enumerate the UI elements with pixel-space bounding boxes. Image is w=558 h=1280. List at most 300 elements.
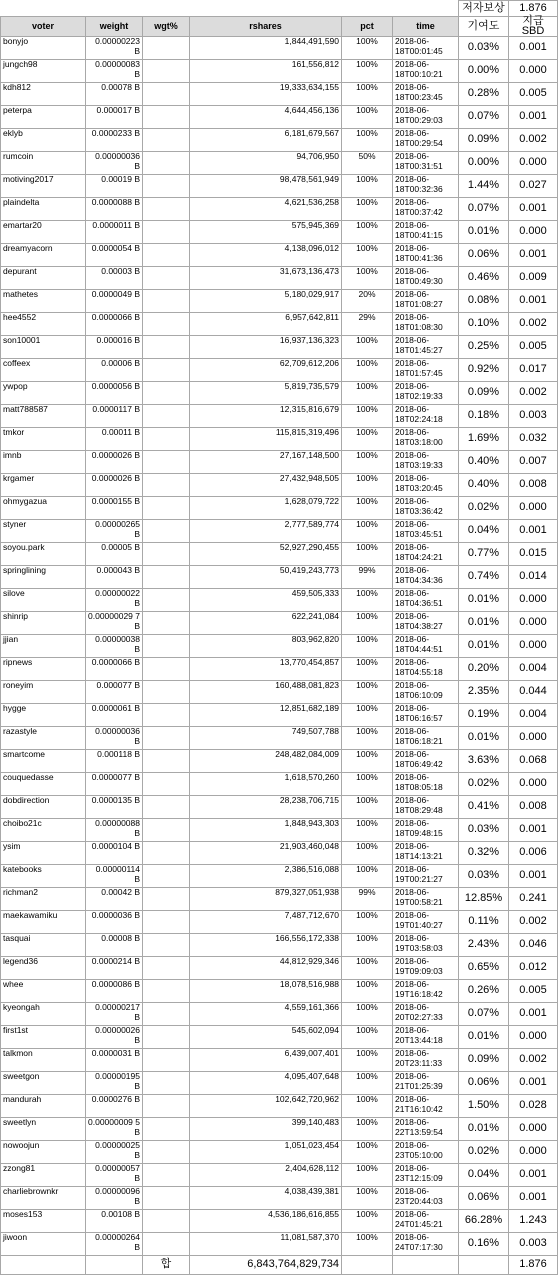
voter-cell: whee: [1, 980, 86, 1003]
table-row: [1, 474, 558, 497]
pct-cell: 100%: [342, 175, 393, 198]
author-reward-label: 저자보상: [459, 1, 509, 17]
weight-cell: 0.00006 B: [86, 359, 143, 382]
contrib-cell: 0.02%: [459, 773, 509, 796]
contrib-cell: 0.06%: [459, 1187, 509, 1210]
contrib-cell: 0.09%: [459, 129, 509, 152]
rshares-cell: 2,404,628,112: [190, 1164, 342, 1187]
voter-cell: tasquai: [1, 934, 86, 957]
weight-cell: 0.00000223 B: [86, 37, 143, 60]
pct-cell: 100%: [342, 980, 393, 1003]
time-cell: 2018-06-18T03:19:33: [393, 451, 459, 474]
sbd-cell: 0.015: [509, 543, 558, 566]
total-sbd: 1.876: [509, 1256, 558, 1275]
sbd-cell: 0.003: [509, 1233, 558, 1256]
header-sbd: 지급 SBD: [509, 17, 558, 37]
total-label: 합: [143, 1256, 190, 1275]
voter-cell: nowoojun: [1, 1141, 86, 1164]
sbd-cell: 0.000: [509, 1026, 558, 1049]
sbd-cell: 0.044: [509, 681, 558, 704]
time-cell: 2018-06-18T02:24:18: [393, 405, 459, 428]
time-cell: 2018-06-20T23:11:33: [393, 1049, 459, 1072]
contrib-cell: 0.07%: [459, 198, 509, 221]
pct-cell: 100%: [342, 1003, 393, 1026]
rshares-cell: 248,482,084,009: [190, 750, 342, 773]
table-row: [1, 658, 558, 681]
sbd-cell: 0.014: [509, 566, 558, 589]
pct-cell: 100%: [342, 83, 393, 106]
contrib-cell: 0.26%: [459, 980, 509, 1003]
contrib-cell: 0.03%: [459, 819, 509, 842]
wgt-cell: [143, 911, 190, 934]
contrib-cell: 1.44%: [459, 175, 509, 198]
weight-cell: 0.0000031 B: [86, 1049, 143, 1072]
contrib-cell: 0.11%: [459, 911, 509, 934]
voter-cell: couquedasse: [1, 773, 86, 796]
contrib-cell: 1.69%: [459, 428, 509, 451]
total-blank-cell: [459, 1256, 509, 1275]
weight-cell: 0.0000233 B: [86, 129, 143, 152]
pct-cell: 100%: [342, 1095, 393, 1118]
time-cell: 2018-06-18T06:16:57: [393, 704, 459, 727]
rshares-cell: 622,241,084: [190, 612, 342, 635]
wgt-cell: [143, 727, 190, 750]
wgt-cell: [143, 405, 190, 428]
voter-cell: katebooks: [1, 865, 86, 888]
weight-cell: 0.00000022 B: [86, 589, 143, 612]
pct-cell: 100%: [342, 1187, 393, 1210]
contrib-cell: 0.18%: [459, 405, 509, 428]
rshares-cell: 62,709,612,206: [190, 359, 342, 382]
time-cell: 2018-06-18T03:18:00: [393, 428, 459, 451]
table-row: [1, 221, 558, 244]
table-row: [1, 106, 558, 129]
voter-cell: peterpa: [1, 106, 86, 129]
pct-cell: 100%: [342, 60, 393, 83]
contrib-cell: 0.03%: [459, 865, 509, 888]
time-cell: 2018-06-18T00:41:36: [393, 244, 459, 267]
time-cell: 2018-06-19T00:21:27: [393, 865, 459, 888]
pct-cell: 100%: [342, 497, 393, 520]
rshares-cell: 399,140,483: [190, 1118, 342, 1141]
contrib-cell: 0.08%: [459, 290, 509, 313]
table-row: [1, 83, 558, 106]
time-cell: 2018-06-18T04:36:51: [393, 589, 459, 612]
time-cell: 2018-06-19T16:18:42: [393, 980, 459, 1003]
pct-cell: 100%: [342, 474, 393, 497]
voter-cell: motiving2017: [1, 175, 86, 198]
weight-cell: 0.0000049 B: [86, 290, 143, 313]
rshares-cell: 12,315,816,679: [190, 405, 342, 428]
table-row: [1, 405, 558, 428]
pct-cell: 100%: [342, 451, 393, 474]
wgt-cell: [143, 934, 190, 957]
table-row: [1, 1187, 558, 1210]
sbd-cell: 0.017: [509, 359, 558, 382]
voter-cell: jungch98: [1, 60, 86, 83]
wgt-cell: [143, 474, 190, 497]
rshares-cell: 6,439,007,401: [190, 1049, 342, 1072]
voter-cell: tmkor: [1, 428, 86, 451]
time-cell: 2018-06-18T03:20:45: [393, 474, 459, 497]
time-cell: 2018-06-18T03:45:51: [393, 520, 459, 543]
contrib-cell: 0.40%: [459, 474, 509, 497]
voter-cell: bonyjo: [1, 37, 86, 60]
wgt-cell: [143, 1095, 190, 1118]
table-row: [1, 727, 558, 750]
time-cell: 2018-06-20T02:27:33: [393, 1003, 459, 1026]
rshares-cell: 16,937,136,323: [190, 336, 342, 359]
sbd-cell: 1.243: [509, 1210, 558, 1233]
rshares-cell: 2,777,589,774: [190, 520, 342, 543]
weight-cell: 0.00000036 B: [86, 727, 143, 750]
pct-cell: 100%: [342, 382, 393, 405]
time-cell: 2018-06-18T00:23:45: [393, 83, 459, 106]
pct-cell: 100%: [342, 1164, 393, 1187]
weight-cell: 0.0000135 B: [86, 796, 143, 819]
weight-cell: 0.0000077 B: [86, 773, 143, 796]
voter-cell: moses153: [1, 1210, 86, 1233]
weight-cell: 0.0000036 B: [86, 911, 143, 934]
wgt-cell: [143, 106, 190, 129]
weight-cell: 0.00078 B: [86, 83, 143, 106]
pct-cell: 100%: [342, 704, 393, 727]
voter-cell: eklyb: [1, 129, 86, 152]
voter-cell: hee4552: [1, 313, 86, 336]
voter-cell: sweetgon: [1, 1072, 86, 1095]
rshares-cell: 1,844,491,590: [190, 37, 342, 60]
table-row: [1, 37, 558, 60]
sbd-cell: 0.002: [509, 313, 558, 336]
voter-cell: legend36: [1, 957, 86, 980]
pct-cell: 100%: [342, 934, 393, 957]
sbd-cell: 0.002: [509, 129, 558, 152]
pct-cell: 100%: [342, 336, 393, 359]
table-row: [1, 382, 558, 405]
contrib-cell: 0.00%: [459, 152, 509, 175]
table-row: [1, 359, 558, 382]
wgt-cell: [143, 267, 190, 290]
weight-cell: 0.0000117 B: [86, 405, 143, 428]
pct-cell: 100%: [342, 1072, 393, 1095]
contrib-cell: 0.00%: [459, 60, 509, 83]
pct-cell: 100%: [342, 750, 393, 773]
wgt-cell: [143, 980, 190, 1003]
voter-cell: depurant: [1, 267, 86, 290]
weight-cell: 0.0000276 B: [86, 1095, 143, 1118]
rshares-cell: 5,180,029,917: [190, 290, 342, 313]
weight-cell: 0.000118 B: [86, 750, 143, 773]
voter-cell: mathetes: [1, 290, 86, 313]
table-row: [1, 681, 558, 704]
rshares-cell: 5,819,735,579: [190, 382, 342, 405]
time-cell: 2018-06-18T00:31:51: [393, 152, 459, 175]
table-row: [1, 1233, 558, 1256]
wgt-cell: [143, 60, 190, 83]
rshares-cell: 4,038,439,381: [190, 1187, 342, 1210]
wgt-cell: [143, 1049, 190, 1072]
wgt-cell: [143, 635, 190, 658]
time-cell: 2018-06-18T01:08:30: [393, 313, 459, 336]
pct-cell: 100%: [342, 428, 393, 451]
table-row: [1, 520, 558, 543]
wgt-cell: [143, 1187, 190, 1210]
sbd-cell: 0.028: [509, 1095, 558, 1118]
blank-cell: [1, 1, 459, 17]
weight-cell: 0.0000066 B: [86, 313, 143, 336]
sbd-cell: 0.001: [509, 865, 558, 888]
voter-cell: plaindelta: [1, 198, 86, 221]
sbd-cell: 0.009: [509, 267, 558, 290]
time-cell: 2018-06-18T01:45:27: [393, 336, 459, 359]
table-row: [1, 1095, 558, 1118]
rshares-cell: 1,051,023,454: [190, 1141, 342, 1164]
contrib-cell: 0.16%: [459, 1233, 509, 1256]
table-row: [1, 428, 558, 451]
contrib-cell: 0.02%: [459, 497, 509, 520]
wgt-cell: [143, 681, 190, 704]
wgt-cell: [143, 336, 190, 359]
wgt-cell: [143, 543, 190, 566]
rshares-cell: 6,181,679,567: [190, 129, 342, 152]
weight-cell: 0.000077 B: [86, 681, 143, 704]
voter-cell: razastyle: [1, 727, 86, 750]
table-row: [1, 60, 558, 83]
rshares-cell: 18,078,516,988: [190, 980, 342, 1003]
table-row: [1, 543, 558, 566]
contrib-cell: 0.06%: [459, 244, 509, 267]
voter-cell: richman2: [1, 888, 86, 911]
contrib-cell: 2.43%: [459, 934, 509, 957]
contrib-cell: 12.85%: [459, 888, 509, 911]
rshares-cell: 31,673,136,473: [190, 267, 342, 290]
pct-cell: 100%: [342, 842, 393, 865]
time-cell: 2018-06-21T01:25:39: [393, 1072, 459, 1095]
voter-cell: jjian: [1, 635, 86, 658]
table-row: [1, 612, 558, 635]
rshares-cell: 1,618,570,260: [190, 773, 342, 796]
pct-cell: 100%: [342, 244, 393, 267]
contrib-cell: 0.01%: [459, 635, 509, 658]
wgt-cell: [143, 83, 190, 106]
wgt-cell: [143, 37, 190, 60]
time-cell: 2018-06-18T02:19:33: [393, 382, 459, 405]
sbd-cell: 0.001: [509, 198, 558, 221]
voter-cell: ohmygazua: [1, 497, 86, 520]
sbd-cell: 0.241: [509, 888, 558, 911]
rshares-cell: 4,536,186,616,855: [190, 1210, 342, 1233]
voter-cell: choibo21c: [1, 819, 86, 842]
rshares-cell: 1,628,079,722: [190, 497, 342, 520]
pct-cell: 100%: [342, 1026, 393, 1049]
sbd-cell: 0.000: [509, 221, 558, 244]
table-row: [1, 842, 558, 865]
weight-cell: 0.00000096 B: [86, 1187, 143, 1210]
wgt-cell: [143, 290, 190, 313]
table-row: [1, 980, 558, 1003]
pct-cell: 100%: [342, 635, 393, 658]
voter-cell: hygge: [1, 704, 86, 727]
time-cell: 2018-06-22T13:59:54: [393, 1118, 459, 1141]
wgt-cell: [143, 704, 190, 727]
time-cell: 2018-06-18T09:48:15: [393, 819, 459, 842]
total-blank-cell: [393, 1256, 459, 1275]
time-cell: 2018-06-19T03:58:03: [393, 934, 459, 957]
wgt-cell: [143, 1003, 190, 1026]
time-cell: 2018-06-18T06:18:21: [393, 727, 459, 750]
table-row: [1, 934, 558, 957]
rshares-cell: 52,927,290,455: [190, 543, 342, 566]
wgt-cell: [143, 175, 190, 198]
voter-cell: dobdirection: [1, 796, 86, 819]
contrib-cell: 0.01%: [459, 612, 509, 635]
sbd-cell: 0.005: [509, 980, 558, 1003]
time-cell: 2018-06-18T04:24:21: [393, 543, 459, 566]
voter-cell: silove: [1, 589, 86, 612]
wgt-cell: [143, 658, 190, 681]
contrib-cell: 0.40%: [459, 451, 509, 474]
rshares-cell: 7,487,712,670: [190, 911, 342, 934]
voter-cell: dreamyacorn: [1, 244, 86, 267]
sbd-cell: 0.006: [509, 842, 558, 865]
weight-cell: 0.00000265 B: [86, 520, 143, 543]
pct-cell: 100%: [342, 405, 393, 428]
pct-cell: 100%: [342, 37, 393, 60]
rshares-cell: 4,138,096,012: [190, 244, 342, 267]
wgt-cell: [143, 1233, 190, 1256]
sbd-cell: 0.001: [509, 290, 558, 313]
sbd-cell: 0.001: [509, 520, 558, 543]
sbd-cell: 0.068: [509, 750, 558, 773]
time-cell: 2018-06-18T03:36:42: [393, 497, 459, 520]
pct-cell: 100%: [342, 681, 393, 704]
rshares-cell: 13,770,454,857: [190, 658, 342, 681]
sbd-cell: 0.005: [509, 83, 558, 106]
weight-cell: 0.000043 B: [86, 566, 143, 589]
table-row: [1, 198, 558, 221]
sbd-cell: 0.001: [509, 1187, 558, 1210]
weight-cell: 0.0000104 B: [86, 842, 143, 865]
total-blank-cell: [342, 1256, 393, 1275]
voter-cell: kyeongah: [1, 1003, 86, 1026]
voter-cell: smartcome: [1, 750, 86, 773]
rshares-cell: 545,602,094: [190, 1026, 342, 1049]
table-row: [1, 796, 558, 819]
contrib-cell: 66.28%: [459, 1210, 509, 1233]
weight-cell: 0.00000264 B: [86, 1233, 143, 1256]
rshares-cell: 166,556,172,338: [190, 934, 342, 957]
rshares-cell: 27,167,148,500: [190, 451, 342, 474]
sbd-cell: 0.005: [509, 336, 558, 359]
pct-cell: 100%: [342, 1118, 393, 1141]
time-cell: 2018-06-18T00:41:15: [393, 221, 459, 244]
voter-cell: krgamer: [1, 474, 86, 497]
weight-cell: 0.0000011 B: [86, 221, 143, 244]
rshares-cell: 4,644,456,136: [190, 106, 342, 129]
wgt-cell: [143, 1141, 190, 1164]
contrib-cell: 0.65%: [459, 957, 509, 980]
time-cell: 2018-06-21T16:10:42: [393, 1095, 459, 1118]
table-row: [1, 819, 558, 842]
table-row: [1, 704, 558, 727]
weight-cell: 0.0000155 B: [86, 497, 143, 520]
table-row: [1, 773, 558, 796]
contrib-cell: 0.77%: [459, 543, 509, 566]
weight-cell: 0.0000026 B: [86, 451, 143, 474]
pct-cell: 99%: [342, 888, 393, 911]
contrib-cell: 0.06%: [459, 1072, 509, 1095]
rshares-cell: 115,815,319,496: [190, 428, 342, 451]
table-row: [1, 175, 558, 198]
sbd-cell: 0.027: [509, 175, 558, 198]
rshares-cell: 11,081,587,370: [190, 1233, 342, 1256]
sbd-cell: 0.003: [509, 405, 558, 428]
header-rshares: rshares: [190, 17, 342, 37]
rshares-cell: 102,642,720,962: [190, 1095, 342, 1118]
wgt-cell: [143, 1164, 190, 1187]
weight-cell: 0.0000066 B: [86, 658, 143, 681]
sbd-cell: 0.000: [509, 773, 558, 796]
rshares-cell: 161,556,812: [190, 60, 342, 83]
table-row: [1, 566, 558, 589]
pct-cell: 29%: [342, 313, 393, 336]
sbd-cell: 0.000: [509, 1118, 558, 1141]
table-row: [1, 336, 558, 359]
total-rshares: 6,843,764,829,734: [190, 1256, 342, 1275]
table-row: [1, 750, 558, 773]
contrib-cell: 0.02%: [459, 1141, 509, 1164]
voter-cell: maekawamiku: [1, 911, 86, 934]
wgt-cell: [143, 888, 190, 911]
table-row: [1, 1164, 558, 1187]
weight-cell: 0.00000057 B: [86, 1164, 143, 1187]
rshares-cell: 4,095,407,648: [190, 1072, 342, 1095]
wgt-cell: [143, 221, 190, 244]
wgt-cell: [143, 1072, 190, 1095]
pct-cell: 100%: [342, 865, 393, 888]
table-row: [1, 267, 558, 290]
sbd-cell: 0.001: [509, 244, 558, 267]
table-row: [1, 1026, 558, 1049]
sbd-cell: 0.000: [509, 497, 558, 520]
voter-cell: matt788587: [1, 405, 86, 428]
rshares-cell: 94,706,950: [190, 152, 342, 175]
voter-cell: mandurah: [1, 1095, 86, 1118]
time-cell: 2018-06-18T04:34:36: [393, 566, 459, 589]
contrib-cell: 0.07%: [459, 1003, 509, 1026]
pct-cell: 100%: [342, 267, 393, 290]
weight-cell: 0.00019 B: [86, 175, 143, 198]
sbd-cell: 0.000: [509, 60, 558, 83]
time-cell: 2018-06-18T00:01:45: [393, 37, 459, 60]
contrib-cell: 0.04%: [459, 520, 509, 543]
rshares-cell: 98,478,561,949: [190, 175, 342, 198]
voter-cell: shinrip: [1, 612, 86, 635]
table-row: [1, 1072, 558, 1095]
sbd-cell: 0.004: [509, 704, 558, 727]
contrib-cell: 0.01%: [459, 727, 509, 750]
time-cell: 2018-06-18T04:55:18: [393, 658, 459, 681]
voter-cell: styner: [1, 520, 86, 543]
weight-cell: 0.00000009 5 B: [86, 1118, 143, 1141]
wgt-cell: [143, 129, 190, 152]
pct-cell: 100%: [342, 1141, 393, 1164]
sbd-cell: 0.000: [509, 1141, 558, 1164]
rshares-cell: 459,505,333: [190, 589, 342, 612]
weight-cell: 0.00000088 B: [86, 819, 143, 842]
voter-cell: coffeex: [1, 359, 86, 382]
time-cell: 2018-06-19T09:09:03: [393, 957, 459, 980]
